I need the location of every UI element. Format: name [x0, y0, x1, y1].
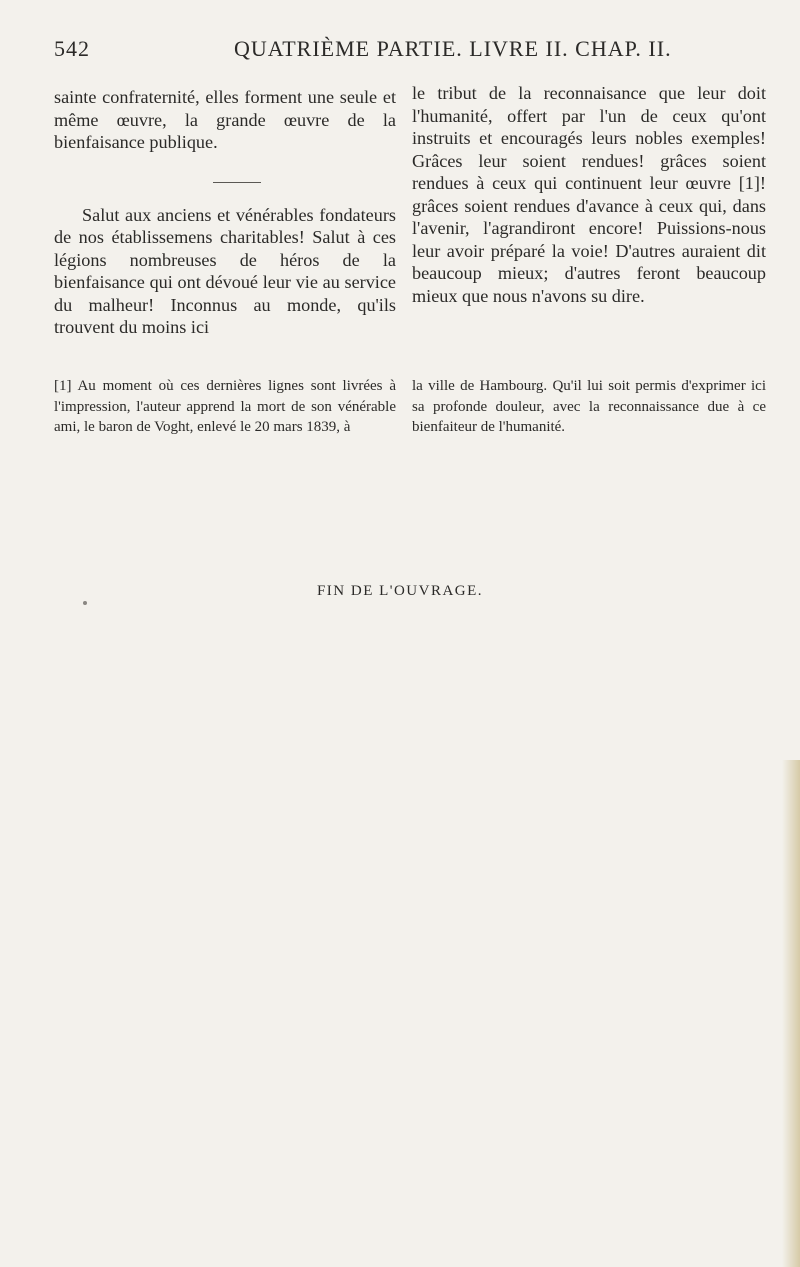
right-paragraph: le tribut de la reconnaisance que leur doit l'humanité, offert par l'un de ceux qu'ont instruits et encouragés leurs nobles exemples! Grâces leur soient rendues! grâces soient rendues à ceux qui continuent leur œuvre [1]! grâces soient rendues d'avance à ceux qui, dans l'avenir, l'agrandiront encore! Puissions-nous leur avoir préparé la voie! D'autres auraient dit beaucoup mieux; d'autres feront beaucoup mieux que nous n'avons su dire. — [412, 83, 766, 306]
page-header — [54, 36, 770, 66]
footnote-left: [1] Au moment où ces dernières lignes sont livrées à l'impression, l'auteur apprend la mort de son vénérable ami, le baron de Voght, enlevé le 20 mars 1839, à — [54, 378, 396, 435]
page-number: 542 — [54, 36, 90, 61]
section-gap — [54, 154, 396, 204]
ink-speck — [83, 601, 87, 605]
closing-text: FIN DE L'OUVRAGE. — [316, 583, 484, 599]
section-separator — [213, 182, 261, 183]
footnote-right: la ville de Hambourg. Qu'il lui soit permis d'exprimer ici sa profonde douleur, avec la reconnaissance due à ce bienfaiteur de l'humanité. — [412, 378, 766, 435]
left-paragraph-1: sainte confraternité, elles forment une seule et même œuvre, la grande œuvre de la bienfaisance publique. — [54, 87, 396, 152]
left-column — [54, 86, 396, 339]
right-column — [412, 82, 766, 307]
page-edge-stain — [782, 760, 800, 1267]
running-head: QUATRIÈME PARTIE. LIVRE II. CHAP. II. — [234, 36, 672, 61]
left-paragraph-2: Salut aux anciens et vénérables fondateurs de nos établissemens charitables! Salut à ces légions nombreuses de héros de la bienfaisance qui ont dévoué leur vie au service du malheur! Inconnus au monde, qu'ils trouvent du moins ici — [54, 204, 396, 337]
